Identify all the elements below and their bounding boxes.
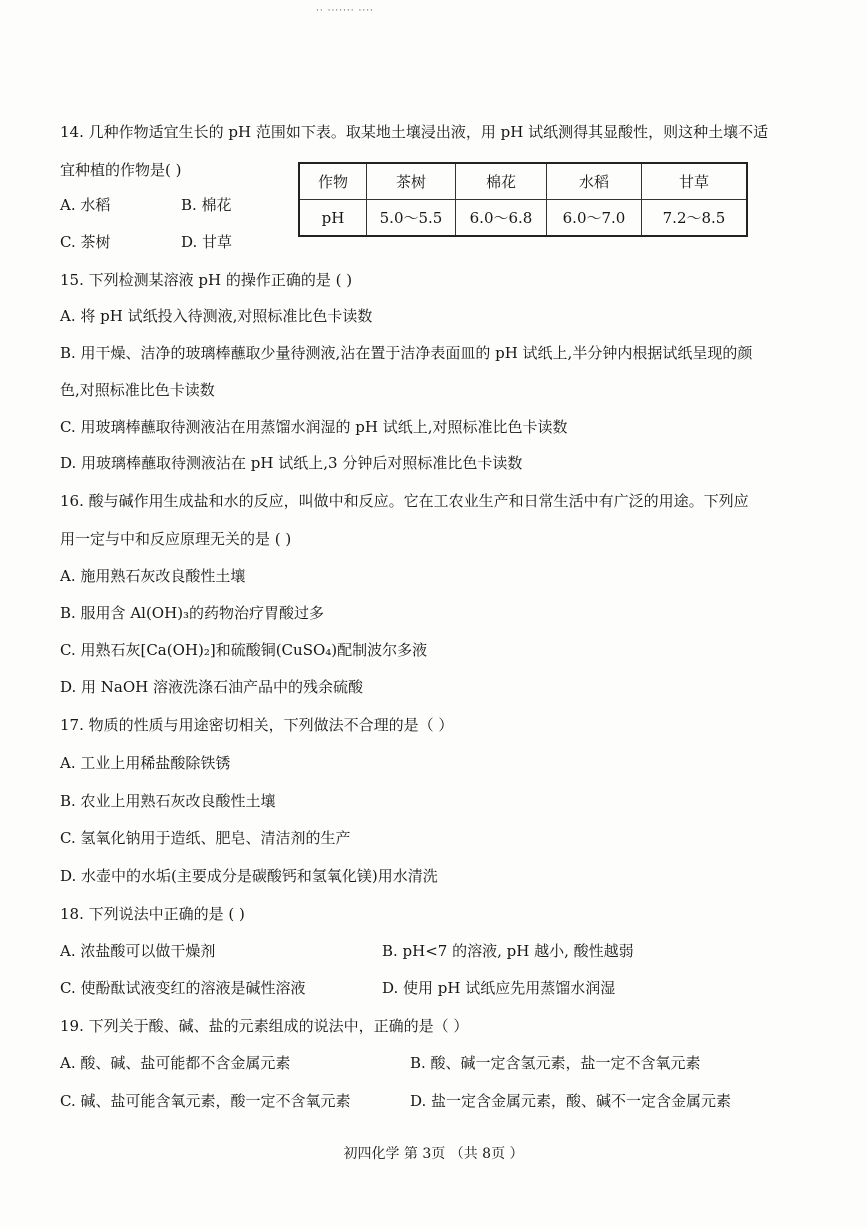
q18-stem: 18. 下列说法中正确的是 ( ) (60, 905, 245, 923)
q15-stem: 15. 下列检测某溶液 pH 的操作正确的是 ( ) (60, 271, 353, 289)
table-cell: 甘草 (642, 163, 748, 200)
table-cell: 5.0～5.5 (367, 200, 456, 237)
q19-option-c: C. 碱、盐可能含氧元素，酸一定不含氧元素 (60, 1092, 351, 1110)
q15-option-a: A. 将 pH 试纸投入待测液,对照标准比色卡读数 (60, 307, 373, 325)
q18-option-c: C. 使酚酞试液变红的溶液是碱性溶液 (60, 979, 306, 997)
q15-option-b-line1: B. 用干燥、洁净的玻璃棒蘸取少量待测液,沾在置于洁净表面皿的 pH 试纸上,半分钟内根据试纸呈现的颜 (60, 344, 753, 362)
q18-option-b: B. pH<7 的溶液, pH 越小, 酸性越弱 (382, 942, 634, 960)
table-cell: 6.0～7.0 (547, 200, 642, 237)
table-cell: 6.0～6.8 (456, 200, 547, 237)
q19-option-d: D. 盐一定含金属元素，酸、碱不一定含金属元素 (410, 1092, 732, 1110)
q18-option-d: D. 使用 pH 试纸应先用蒸馏水润湿 (382, 979, 616, 997)
q16-option-d: D. 用 NaOH 溶液洗涤石油产品中的残余硫酸 (60, 678, 364, 696)
header-mark: ·· ······· ···· (316, 6, 374, 16)
table-cell: 水稻 (547, 163, 642, 200)
q17-option-c: C. 氢氧化钠用于造纸、肥皂、清洁剂的生产 (60, 829, 351, 847)
q14-stem-line2: 宜种植的作物是( ) (60, 161, 182, 179)
page-footer: 初四化学 第 3页 （共 8页 ） (343, 1146, 524, 1162)
crop-ph-table (298, 162, 748, 237)
q19-option-b: B. 酸、碱一定含氢元素，盐一定不含氧元素 (410, 1054, 701, 1072)
table-cell: 7.2～8.5 (642, 200, 748, 237)
q15-option-b-line2: 色,对照标准比色卡读数 (60, 381, 215, 399)
q14-option-c: C. 茶树 (60, 233, 111, 251)
table-cell: 棉花 (456, 163, 547, 200)
table-cell: pH (299, 200, 367, 237)
q14-option-a: A. 水稻 (60, 196, 111, 214)
q19-stem: 19. 下列关于酸、碱、盐的元素组成的说法中，正确的是（ ） (60, 1017, 469, 1035)
q16-stem-line1: 16. 酸与碱作用生成盐和水的反应，叫做中和反应。它在工农业生产和日常生活中有广泛的用途。下列应 (60, 492, 749, 510)
q16-option-a: A. 施用熟石灰改良酸性土壤 (60, 567, 246, 585)
table-cell: 作物 (299, 163, 367, 200)
q15-option-c: C. 用玻璃棒蘸取待测液沾在用蒸馏水润湿的 pH 试纸上,对照标准比色卡读数 (60, 418, 568, 436)
q15-option-d: D. 用玻璃棒蘸取待测液沾在 pH 试纸上,3 分钟后对照标准比色卡读数 (60, 454, 523, 472)
q14-option-b: B. 棉花 (181, 196, 232, 214)
q17-stem: 17. 物质的性质与用途密切相关，下列做法不合理的是（ ） (60, 716, 454, 734)
q16-option-c: C. 用熟石灰[Ca(OH)₂]和硫酸铜(CuSO₄)配制波尔多液 (60, 641, 428, 659)
table-cell: 茶树 (367, 163, 456, 200)
q16-stem-line2: 用一定与中和反应原理无关的是 ( ) (60, 530, 292, 548)
table-header-row (299, 163, 747, 200)
q18-option-a: A. 浓盐酸可以做干燥剂 (60, 942, 216, 960)
q19-option-a: A. 酸、碱、盐可能都不含金属元素 (60, 1054, 291, 1072)
q17-option-b: B. 农业上用熟石灰改良酸性土壤 (60, 792, 276, 810)
q14-option-d: D. 甘草 (181, 233, 233, 251)
q14-stem-line1: 14. 几种作物适宜生长的 pH 范围如下表。取某地土壤浸出液，用 pH 试纸测得其显酸性，则这种土壤不适 (60, 123, 769, 141)
q17-option-a: A. 工业上用稀盐酸除铁锈 (60, 754, 231, 772)
table-row (299, 200, 747, 237)
q16-option-b: B. 服用含 Al(OH)₃的药物治疗胃酸过多 (60, 604, 325, 622)
q17-option-d: D. 水壶中的水垢(主要成分是碳酸钙和氢氧化镁)用水清洗 (60, 867, 438, 885)
